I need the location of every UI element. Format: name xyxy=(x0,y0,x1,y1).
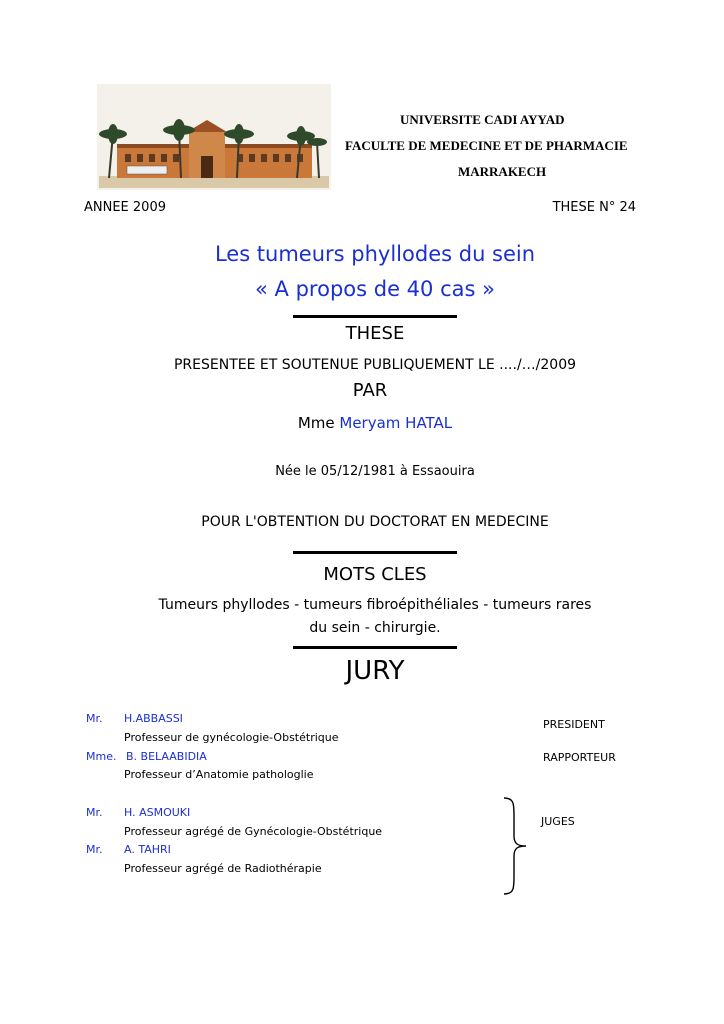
thesis-title-line2: « A propos de 40 cas » xyxy=(255,277,495,301)
author-line xyxy=(0,414,724,432)
presentation-line: PRESENTEE ET SOUTENUE PUBLIQUEMENT LE ..../…/2009 xyxy=(173,357,577,373)
university-name: UNIVERSITE CADI AYYAD xyxy=(400,112,565,127)
jury-heading: JURY xyxy=(345,656,405,686)
jury-member-desc: Professeur agrégé de Gynécologie-Obstétrique xyxy=(124,825,383,838)
purpose-divider xyxy=(293,551,457,554)
jury-member-name: H. ASMOUKI xyxy=(124,806,191,819)
keywords-heading: MOTS CLES xyxy=(323,564,427,585)
jury-member-desc: Professeur d’Anatomie pathologlie xyxy=(124,768,314,781)
keywords-line1: Tumeurs phyllodes - tumeurs fibroépithéliales - tumeurs rares xyxy=(158,597,592,613)
keywords-line2: du sein - chirurgie. xyxy=(309,620,441,636)
jury-member-desc: Professeur agrégé de Radiothérapie xyxy=(124,862,322,875)
birth-info: Née le 05/12/1981 à Essaouira xyxy=(275,464,475,479)
thesis-year: ANNEE 2009 xyxy=(84,200,166,215)
judges-brace-icon xyxy=(500,796,530,900)
jury-member-name: B. BELAABIDIA xyxy=(126,750,207,763)
author-name: Meryam HATAL xyxy=(339,414,453,432)
jury-member-title: Mr. xyxy=(86,806,103,819)
keywords-divider xyxy=(293,646,457,649)
degree-purpose: POUR L'OBTENTION DU DOCTORAT EN MEDECINE xyxy=(201,514,549,530)
jury-member-name: A. TAHRI xyxy=(124,843,171,856)
jury-member-title: Mr. xyxy=(86,843,103,856)
judges-label: JUGES xyxy=(541,815,575,828)
jury-member-desc: Professeur de gynécologie-Obstétrique xyxy=(124,731,339,744)
faculty-logo-icon xyxy=(97,84,331,190)
thesis-heading: THESE xyxy=(345,323,405,344)
title-divider xyxy=(293,315,457,318)
jury-member-name: H.ABBASSI xyxy=(124,712,183,725)
faculty-name: FACULTE DE MEDECINE ET DE PHARMACIE xyxy=(345,138,628,153)
par-label: PAR xyxy=(352,380,388,401)
jury-member-title: Mr. xyxy=(86,712,103,725)
city-name: MARRAKECH xyxy=(458,164,547,179)
jury-member-role: RAPPORTEUR xyxy=(543,751,616,764)
thesis-number: THESE N° 24 xyxy=(552,200,636,215)
thesis-title-line1: Les tumeurs phyllodes du sein xyxy=(214,242,536,266)
jury-member-title: Mme. xyxy=(86,750,117,763)
author-prefix: Mme xyxy=(297,414,335,432)
jury-member-role: PRESIDENT xyxy=(543,718,605,731)
